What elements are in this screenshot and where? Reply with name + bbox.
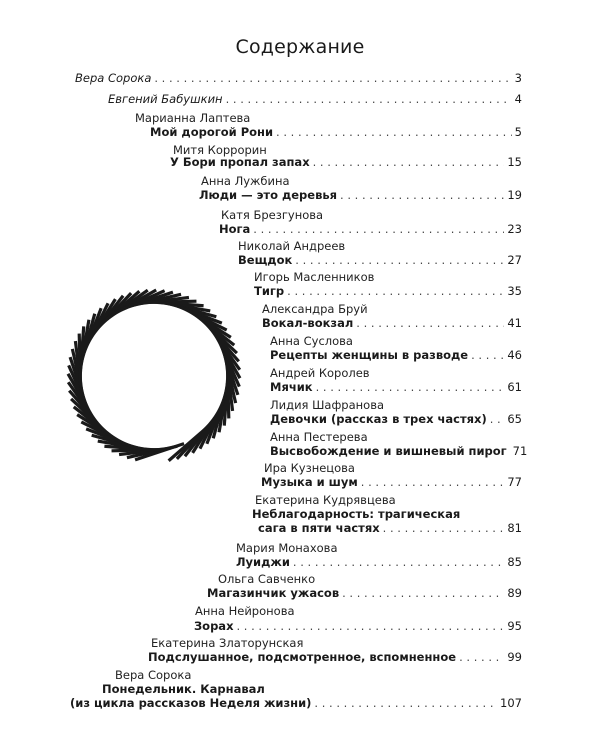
toc-author: Анна Суслова	[270, 334, 353, 348]
toc-author: Мария Монахова	[236, 541, 338, 555]
toc-entry[interactable]	[254, 284, 522, 298]
toc-entry[interactable]	[75, 71, 522, 85]
toc-title-line[interactable]: Понедельник. Карнавал	[102, 682, 265, 696]
toc-author: Катя Брезгунова	[221, 208, 324, 222]
toc-entry[interactable]	[261, 475, 522, 489]
toc-page-number: 99	[507, 650, 522, 664]
toc-title: Рецепты женщины в разводе	[270, 348, 469, 362]
toc-leader	[340, 188, 504, 202]
toc-title: (из цикла рассказов Неделя жизни)	[70, 696, 312, 710]
toc-author: Анна Пестерева	[270, 430, 368, 444]
toc-author: Анна Нейронова	[195, 604, 295, 618]
toc-page-number: 71	[512, 444, 528, 458]
toc-entry[interactable]	[194, 619, 522, 633]
toc-page-number: 95	[507, 619, 522, 633]
toc-leader	[316, 380, 505, 394]
toc-leader	[226, 92, 512, 106]
toc-entry[interactable]	[70, 696, 522, 710]
toc-page-number: 77	[507, 475, 522, 489]
toc-title: Вокал-вокзал	[262, 316, 354, 330]
toc-page-number: 19	[507, 188, 522, 202]
toc-page-number: 35	[507, 284, 522, 298]
toc-page-number: 81	[507, 521, 522, 535]
toc-leader	[313, 155, 505, 169]
toc-author: Ира Кузнецова	[264, 461, 355, 475]
toc-author: Ольга Савченко	[218, 572, 316, 586]
toc-leader	[383, 521, 505, 535]
toc-page-number: 46	[507, 348, 522, 362]
toc-author: Анна Лужбина	[201, 174, 290, 188]
toc-page-number: 3	[514, 71, 522, 85]
toc-leader	[287, 284, 504, 298]
toc-author: Лидия Шафранова	[270, 398, 385, 412]
toc-title: Музыка и шум	[261, 475, 358, 489]
toc-entry[interactable]	[270, 348, 522, 362]
toc-author: Марианна Лаптева	[135, 111, 251, 125]
toc-author: Екатерина Кудрявцева	[255, 493, 396, 507]
toc-leader	[314, 696, 497, 710]
toc-leader	[471, 348, 504, 362]
toc-title: Тигр	[254, 284, 285, 298]
toc-entry[interactable]	[148, 650, 522, 664]
toc-title: Луиджи	[236, 555, 290, 569]
toc-leader	[295, 253, 504, 267]
toc-entry[interactable]	[258, 521, 522, 535]
toc-author: Игорь Масленников	[254, 270, 375, 284]
toc-entry[interactable]	[262, 316, 522, 330]
toc-entry[interactable]	[238, 253, 522, 267]
toc-entry[interactable]	[236, 555, 522, 569]
toc-author: Николай Андреев	[238, 239, 346, 253]
page-title: Содержание	[235, 36, 365, 58]
toc-author: Екатерина Златорунская	[151, 636, 304, 650]
toc-entry[interactable]	[270, 444, 528, 458]
toc-leader	[253, 222, 504, 236]
toc-title: Зорах	[194, 619, 234, 633]
toc-title: Мой дорогой Рони	[150, 125, 274, 139]
toc-leader	[356, 316, 504, 330]
toc-leader	[361, 475, 505, 489]
toc-entry[interactable]	[270, 380, 522, 394]
toc-entry[interactable]	[219, 222, 522, 236]
toc-page-number: 23	[507, 222, 522, 236]
toc-title: сага в пяти частях	[258, 521, 380, 535]
toc-page-number: 65	[507, 412, 522, 426]
toc-leader	[490, 412, 505, 426]
toc-author: Евгений Бабушкин	[108, 92, 223, 106]
toc-entry[interactable]	[199, 188, 522, 202]
toc-page-number: 27	[507, 253, 522, 267]
toc-entry[interactable]	[108, 92, 522, 106]
toc-title: Девочки (рассказ в трех частях)	[270, 412, 487, 426]
toc-page-number: 107	[500, 696, 522, 710]
toc-title: У Бори пропал запах	[170, 155, 310, 169]
toc-title: Магазинчик ужасов	[207, 586, 340, 600]
toc-author: Митя Коррорин	[173, 143, 267, 157]
toc-leader	[342, 586, 504, 600]
toc-page-number: 5	[514, 125, 522, 139]
toc-author: Александра Бруй	[262, 302, 368, 316]
toc-leader	[459, 650, 504, 664]
toc-title: Нога	[219, 222, 251, 236]
toc-author: Вера Сорока	[115, 668, 192, 682]
toc-page-number: 41	[507, 316, 522, 330]
toc-entry[interactable]	[150, 125, 522, 139]
toc-page-number: 85	[507, 555, 522, 569]
toc-leader	[236, 619, 504, 633]
toc-author: Андрей Королев	[270, 366, 370, 380]
toc-leader	[293, 555, 504, 569]
toc-entry[interactable]	[270, 412, 522, 426]
toc-leader	[276, 125, 512, 139]
toc-leader	[154, 71, 511, 85]
toc-author: Вера Сорока	[75, 71, 152, 85]
toc-title-line[interactable]: Неблагодарность: трагическая	[252, 507, 461, 521]
toc-page-number: 4	[514, 92, 522, 106]
toc-title: Мячик	[270, 380, 313, 394]
toc-title: Вещдок	[238, 253, 293, 267]
toc-title: Высвобождение и вишневый пирог	[270, 444, 507, 458]
toc-title: Люди — это деревья	[199, 188, 338, 202]
toc-entry[interactable]	[170, 155, 522, 169]
toc-entry[interactable]	[207, 586, 522, 600]
toc-page-number: 15	[507, 155, 522, 169]
toc-page-number: 89	[507, 586, 522, 600]
toc-title: Подслушанное, подсмотренное, вспомненное	[148, 650, 457, 664]
toc-page-number: 61	[507, 380, 522, 394]
